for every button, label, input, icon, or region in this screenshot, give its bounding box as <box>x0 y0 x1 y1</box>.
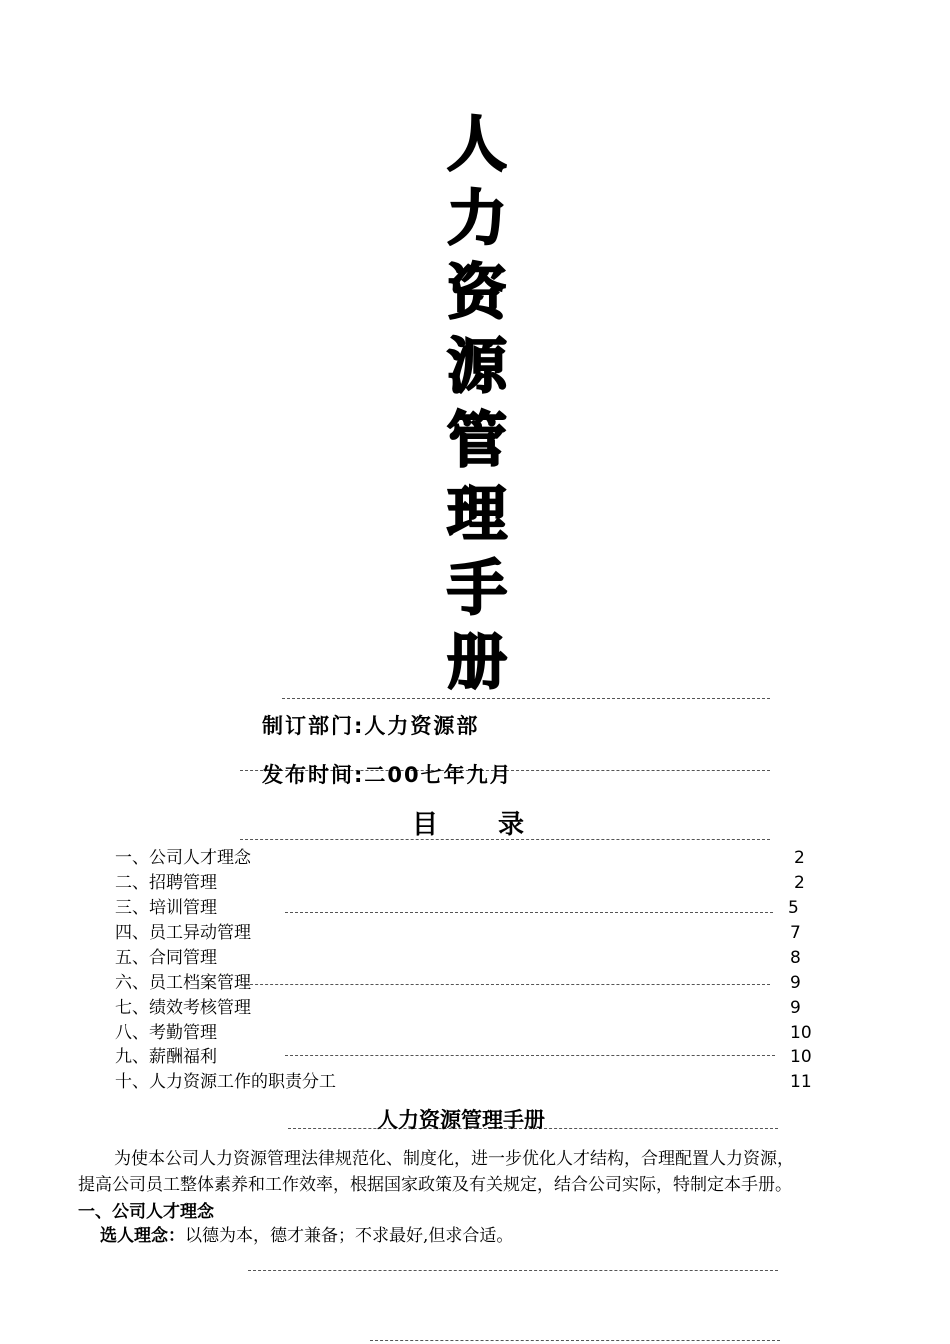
toc-item[interactable] <box>115 971 815 995</box>
selection-label: 选人理念： <box>100 1226 185 1246</box>
toc-item[interactable] <box>115 871 815 895</box>
section-title: 一、公司人才理念 <box>78 1202 214 1222</box>
toc-title <box>412 804 524 841</box>
toc-item-label: 十、人力资源工作的职责分工 <box>115 1072 336 1092</box>
toc-item-label: 九、薪酬福利 <box>115 1047 217 1067</box>
intro-line: 为使本公司人力资源管理法律规范化、制度化，进一步优化人才结构，合理配置人力资源， <box>114 1149 794 1169</box>
toc-item[interactable] <box>115 1045 815 1069</box>
toc-item-label: 六、员工档案管理 <box>115 973 251 993</box>
toc-item-page: 10 <box>790 1023 812 1043</box>
toc-item[interactable] <box>115 1021 815 1045</box>
cover-title-char: 源 <box>447 332 507 402</box>
toc-item[interactable] <box>115 846 815 870</box>
toc-item-label: 四、员工异动管理 <box>115 923 251 943</box>
cover-title-char: 人 <box>447 110 507 180</box>
cover-title-char: 手 <box>447 554 507 624</box>
cover-title-char: 管 <box>447 406 507 476</box>
toc-item[interactable] <box>115 921 815 945</box>
toc-item-label: 八、考勤管理 <box>115 1023 217 1043</box>
toc-item-page: 9 <box>790 973 801 993</box>
document-heading: 人力资源管理手册 <box>377 1108 545 1132</box>
cover-title-char: 理 <box>447 480 507 550</box>
dashed-divider <box>248 1270 778 1271</box>
intro-paragraph <box>78 1146 878 1198</box>
toc-item-label: 七、绩效考核管理 <box>115 998 251 1018</box>
toc-item-page: 10 <box>790 1047 812 1067</box>
toc-item-page: 11 <box>790 1072 812 1092</box>
toc-item-label: 三、培训管理 <box>115 898 217 918</box>
toc-item[interactable] <box>115 1070 815 1094</box>
toc-item-page: 9 <box>790 998 801 1018</box>
toc-item[interactable] <box>115 946 815 970</box>
toc-item[interactable] <box>115 896 815 920</box>
toc-item-label: 一、公司人才理念 <box>115 848 251 868</box>
selection-text: 以德为本，德才兼备；不求最好,但求合适。 <box>185 1226 514 1246</box>
cover-title-char: 册 <box>447 628 507 698</box>
department-label: 制订部门:人力资源部 <box>262 714 480 738</box>
cover-title <box>435 108 519 700</box>
toc-item-label: 二、招聘管理 <box>115 873 217 893</box>
toc-item-page: 5 <box>788 898 799 918</box>
cover-title-char: 力 <box>447 184 507 254</box>
selection-philosophy <box>100 1221 513 1246</box>
toc-item-page: 2 <box>794 873 805 893</box>
toc-title-right: 录 <box>498 810 525 840</box>
dashed-divider <box>370 1340 780 1341</box>
cover-title-char: 资 <box>447 258 507 328</box>
toc-item[interactable] <box>115 996 815 1020</box>
dashed-divider <box>282 698 770 699</box>
intro-line: 提高公司员工整体素养和工作效率，根据国家政策及有关规定，结合公司实际，特制定本手册。 <box>78 1175 792 1195</box>
toc-item-page: 8 <box>790 948 801 968</box>
toc-title-left: 目 <box>412 810 439 840</box>
toc-item-label: 五、合同管理 <box>115 948 217 968</box>
toc-item-page: 2 <box>794 848 805 868</box>
publish-date-label: 发布时间:二00七年九月 <box>262 763 513 787</box>
toc-item-page: 7 <box>790 923 801 943</box>
